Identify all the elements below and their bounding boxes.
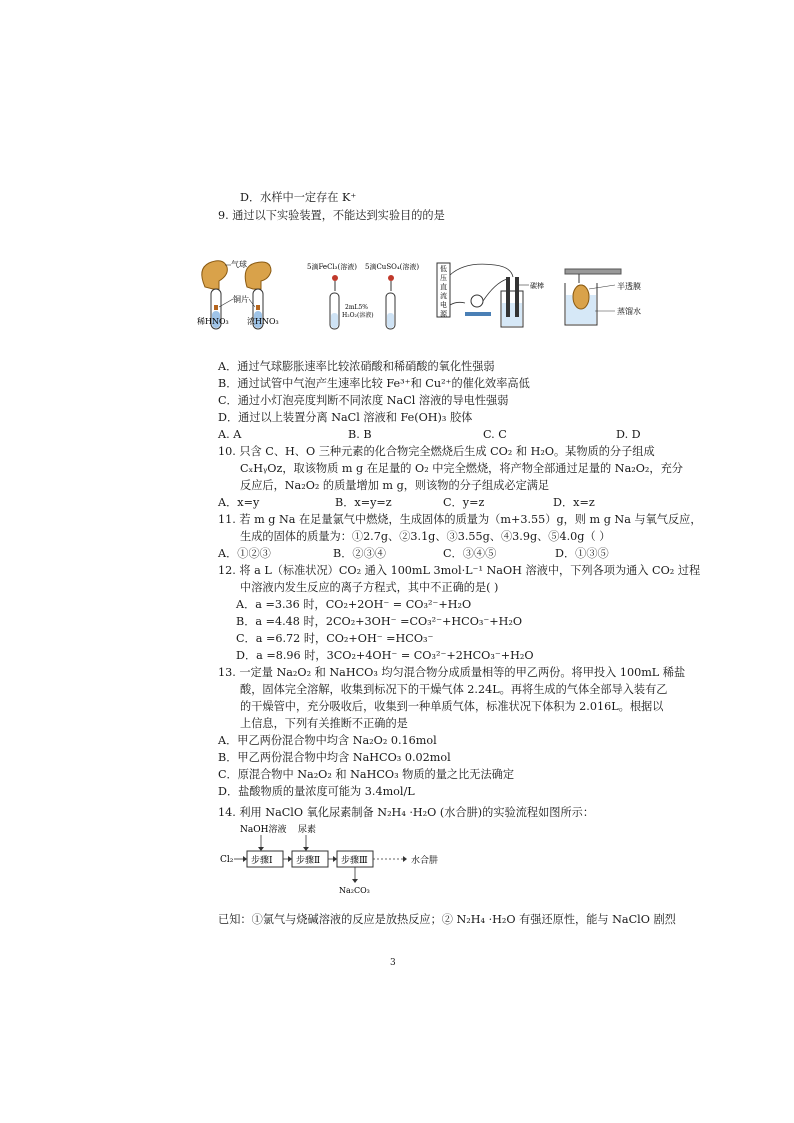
q10-option-b: B．x=y=z: [335, 496, 392, 509]
step-2-box: 步骤Ⅱ: [296, 856, 321, 866]
q10-option-c: C．y=z: [443, 496, 485, 509]
q12-option-b: B．a =4.48 时，2CO₂+3OH⁻ =CO₃²⁻+HCO₃⁻+H₂O: [236, 615, 523, 628]
step-1-box: 步骤Ⅰ: [251, 856, 273, 866]
q9-stem: 9. 通过以下实验装置，不能达到实验目的的是: [218, 209, 445, 222]
naoh-label: NaOH溶液: [240, 825, 287, 835]
h2o2-label-2: H₂O₂(溶液): [342, 312, 374, 319]
membrane-label: 半透膜: [617, 282, 641, 291]
step-3-box: 步骤Ⅲ: [341, 856, 368, 866]
power-char-1: 低: [440, 265, 447, 273]
carbon-rod-label: 碳棒: [530, 282, 544, 290]
power-char-2: 压: [440, 274, 447, 282]
q9-answer-d: D. D: [616, 428, 641, 441]
balloon-tubes-diagram: [197, 259, 279, 329]
q13-option-a: A．甲乙两份混合物中均含 Na₂O₂ 0.16mol: [218, 734, 437, 747]
q13-line-4: 上信息，下列有关推断不正确的是: [240, 717, 408, 730]
urea-label: 尿素: [298, 825, 317, 835]
q8-option-d: D．水样中一定存在 K⁺: [240, 191, 357, 204]
q14-known: 已知：①氯气与烧碱溶液的反应是放热反应；② N₂H₄ ·H₂O 有强还原性，能与 NaClO 剧烈: [218, 913, 676, 926]
q10-line-1: 10. 只含 C、H、O 三种元素的化合物完全燃烧后生成 CO₂ 和 H₂O。某物质的分子组成: [218, 445, 655, 458]
q12-option-a: A．a =3.36 时，CO₂+2OH⁻ = CO₃²⁻+H₂O: [236, 598, 472, 611]
conductivity-diagram: [437, 263, 544, 327]
power-char-3: 直: [440, 283, 447, 291]
fecl3-label: 5滴FeCl₃(溶液): [307, 263, 357, 271]
q14-flow-diagram: [218, 818, 458, 898]
q14-stem: 14. 利用 NaClO 氧化尿素制备 N₂H₄ ·H₂O (水合肼)的实验流程如图所示：: [218, 806, 595, 819]
power-char-6: 源: [440, 310, 447, 318]
q9-option-b: B．通过试管中气泡产生速率比较 Fe³⁺和 Cu²⁺的催化效率高低: [218, 377, 530, 390]
copper-label: 铜片: [233, 295, 249, 304]
power-char-5: 电: [440, 301, 447, 309]
q11-option-d: D．①③⑤: [555, 547, 609, 560]
na2co3-label: Na₂CO₃: [339, 886, 370, 895]
q9-option-c: C．通过小灯泡亮度判断不同浓度 NaCl 溶液的导电性强弱: [218, 394, 509, 407]
page-number: 3: [390, 958, 396, 968]
q10-line-3: 反应后，Na₂O₂ 的质量增加 m g，则该物的分子组成必定满足: [240, 479, 550, 492]
q13-line-2: 酸，固体完全溶解，收集到标况下的干燥气体 2.24L。再将生成的气体全部导入装有乙: [240, 683, 668, 696]
q9-apparatus-figure: [195, 255, 675, 335]
q12-option-c: C．a =6.72 时，CO₂+OH⁻ =HCO₃⁻: [236, 632, 434, 645]
q12-line-1: 12. 将 a L（标准状况）CO₂ 通入 100mL 3mol·L⁻¹ NaOH 溶液中，下列各项为通入 CO₂ 过程: [218, 564, 701, 577]
q13-option-b: B．甲乙两份混合物中均含 NaHCO₃ 0.02mol: [218, 751, 451, 764]
q11-option-b: B．②③④: [333, 547, 386, 560]
dilute-hno3-label: 稀HNO₃: [197, 317, 229, 326]
cl2-label: Cl₂: [220, 855, 234, 865]
conc-hno3-label: 浓HNO₃: [247, 317, 279, 326]
q9-answer-c: C. C: [483, 428, 507, 441]
q9-option-a: A．通过气球膨胀速率比较浓硝酸和稀硝酸的氧化性强弱: [218, 360, 495, 373]
balloon-label: 气球: [231, 260, 247, 269]
distilled-water-label: 蒸馏水: [617, 307, 641, 316]
q9-option-d: D．通过以上装置分离 NaCl 溶液和 Fe(OH)₃ 胶体: [218, 411, 473, 424]
power-char-4: 流: [440, 292, 447, 300]
q13-line-3: 的干燥管中，充分吸收后，收集到一种单质气体，标准状况下体积为 2.016L。根据以: [240, 700, 664, 713]
q11-line-2: 生成的固体的质量为：①2.7g、②3.1g、③3.55g、④3.9g、⑤4.0g（ ）: [240, 530, 611, 543]
q10-line-2: CₓHᵧOz，取该物质 m g 在足量的 O₂ 中完全燃烧，将产物全部通过足量的 Na₂O₂，充分: [240, 462, 683, 475]
product-label: 水合肼: [411, 856, 439, 866]
q10-option-d: D．x=z: [553, 496, 595, 509]
q9-answer-a: A. A: [218, 428, 242, 441]
cuso4-label: 5滴CuSO₄(溶液): [365, 263, 420, 271]
dialysis-diagram: [565, 269, 641, 325]
q11-option-c: C．③④⑤: [443, 547, 497, 560]
q13-option-c: C．原混合物中 Na₂O₂ 和 NaHCO₃ 物质的量之比无法确定: [218, 768, 515, 781]
q12-line-2: 中溶液内发生反应的离子方程式，其中不正确的是( ): [240, 581, 499, 594]
q12-option-d: D．a =8.96 时，3CO₂+4OH⁻ = CO₃²⁻+2HCO₃⁻+H₂O: [236, 649, 534, 662]
catalysis-tubes-diagram: [307, 262, 419, 329]
q11-line-1: 11. 若 m g Na 在足量氯气中燃烧，生成固体的质量为（m+3.55）g，则 m g Na 与氧气反应，: [218, 513, 702, 526]
q13-line-1: 13. 一定量 Na₂O₂ 和 NaHCO₃ 均匀混合物分成质量相等的甲乙两份。将甲投入 100mL 稀盐: [218, 666, 686, 679]
q11-option-a: A．①②③: [218, 547, 271, 560]
h2o2-label-1: 2mL5%: [345, 304, 369, 311]
q13-option-d: D．盐酸物质的量浓度可能为 3.4mol/L: [218, 785, 415, 798]
q9-answer-b: B. B: [348, 428, 372, 441]
q10-option-a: A．x=y: [218, 496, 260, 509]
